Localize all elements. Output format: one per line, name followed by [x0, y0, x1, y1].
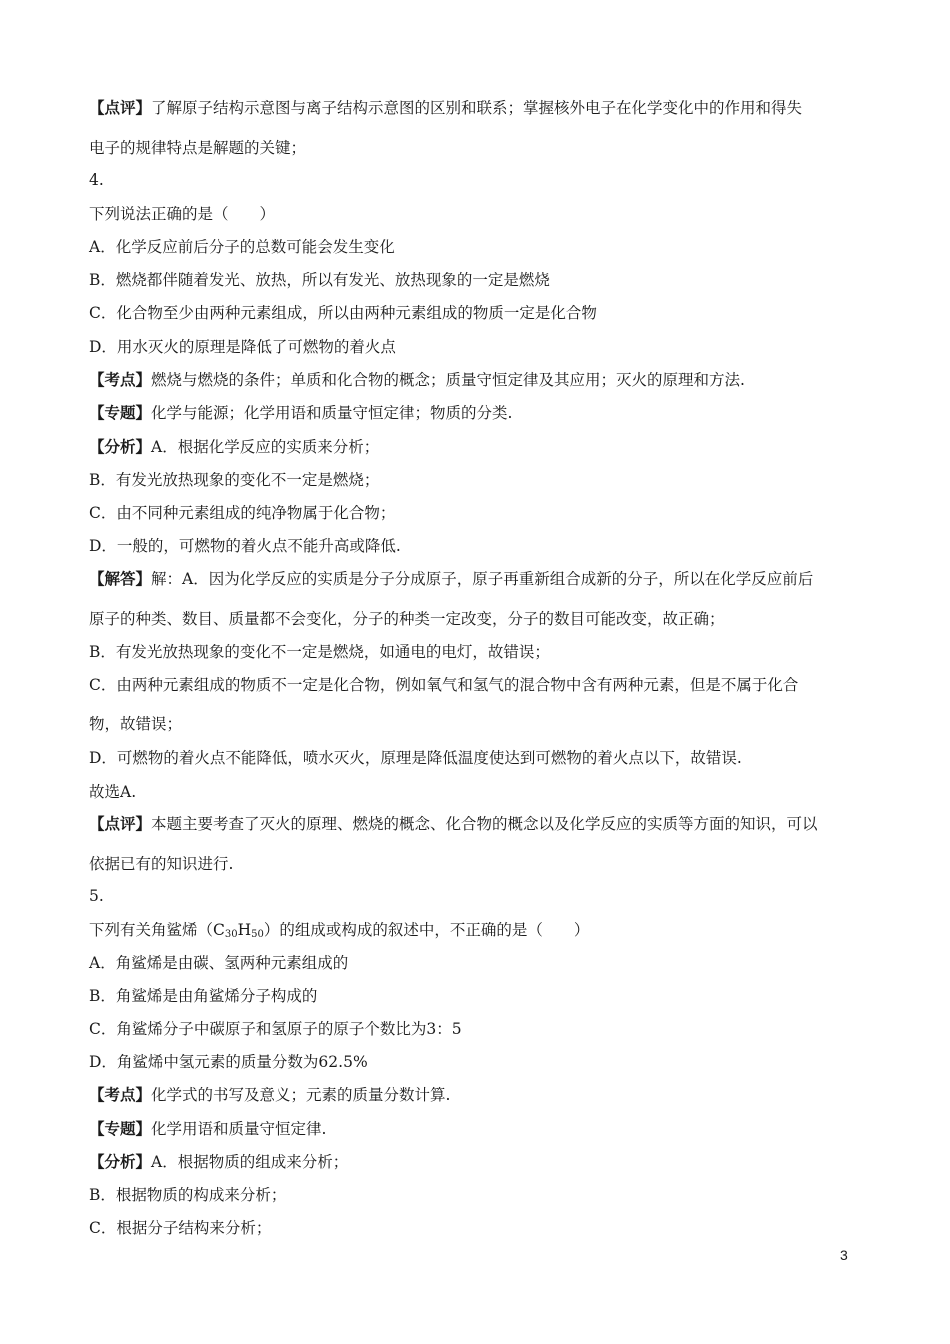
line-text: 化学式的书写及意义；元素的质量分数计算.: [151, 1086, 451, 1104]
text-line: [89, 1052, 879, 1072]
line-text: D．用水灭火的原理是降低了可燃物的着火点: [89, 338, 396, 356]
section-tag: 【点评】: [89, 98, 152, 117]
text-line: [89, 303, 879, 323]
text-line: [89, 609, 879, 629]
text-line: [89, 270, 879, 290]
line-text: C．由不同种元素组成的纯净物属于化合物；: [89, 504, 396, 522]
text-line: [89, 1119, 879, 1139]
text-line: [89, 854, 879, 874]
line-text: A．化学反应前后分子的总数可能会发生变化: [89, 238, 395, 256]
text-line: [89, 1019, 879, 1039]
section-tag: 【点评】: [89, 814, 152, 833]
text-line: [89, 1218, 879, 1238]
line-text: D．一般的，可燃物的着火点不能升高或降低.: [89, 537, 401, 555]
line-text: B．有发光放热现象的变化不一定是燃烧，如通电的电灯，故错误；: [89, 643, 550, 661]
text-line: [89, 403, 879, 423]
text-line: [89, 1185, 879, 1205]
line-text: 5.: [89, 887, 104, 905]
text-line: [89, 503, 879, 523]
text-line: [89, 170, 879, 190]
text-line: [89, 237, 879, 257]
section-tag: 【专题】: [89, 403, 152, 422]
text-line: [89, 370, 879, 390]
line-text: 物，故错误；: [89, 715, 183, 733]
line-text: D．可燃物的着火点不能降低，喷水灭火，原理是降低温度使达到可燃物的着火点以下，故错误.: [89, 749, 742, 767]
text-line: [89, 337, 879, 357]
line-text: C．化合物至少由两种元素组成，所以由两种元素组成的物质一定是化合物: [89, 304, 597, 322]
text-line: [89, 1085, 879, 1105]
section-tag: 【解答】: [89, 569, 152, 588]
text-line: [89, 98, 879, 118]
section-tag: 【分析】: [89, 1152, 152, 1171]
line-text: 故选A.: [89, 783, 137, 801]
text-line: [89, 536, 879, 556]
line-text: 化学用语和质量守恒定律.: [151, 1120, 327, 1138]
line-text: 下列说法正确的是（ ）: [89, 205, 276, 223]
line-text: 本题主要考查了灭火的原理、燃烧的概念、化合物的概念以及化学反应的实质等方面的知识，可以: [151, 815, 818, 833]
text-line: [89, 782, 879, 802]
line-text: D．角鲨烯中氢元素的质量分数为62.5%: [89, 1053, 368, 1071]
text-line: [89, 138, 879, 158]
text-line: [89, 675, 879, 695]
line-text: 电子的规律特点是解题的关键；: [89, 139, 307, 157]
line-text: 依据已有的知识进行.: [89, 855, 234, 873]
line-text: B．有发光放热现象的变化不一定是燃烧；: [89, 471, 380, 489]
section-tag: 【分析】: [89, 437, 152, 456]
text-line: [89, 814, 879, 834]
text-line: [89, 714, 879, 734]
line-text: A．角鲨烯是由碳、氢两种元素组成的: [89, 954, 349, 972]
line-text: C．由两种元素组成的物质不一定是化合物，例如氧气和氢气的混合物中含有两种元素，但是不属于化合: [89, 676, 799, 694]
text-line: [89, 437, 879, 457]
text-line: [89, 569, 879, 589]
line-text: B．角鲨烯是由角鲨烯分子构成的: [89, 987, 318, 1005]
text-line: [89, 470, 879, 490]
line-text: B．燃烧都伴随着发光、放热，所以有发光、放热现象的一定是燃烧: [89, 271, 550, 289]
line-text: 下列有关角鲨烯$(C_{30}H_{50})$的组成或构成的叙述中，不正确的是（ ）: [89, 921, 590, 940]
line-text: 了解原子结构示意图与离子结构示意图的区别和联系；掌握核外电子在化学变化中的作用和得失: [151, 99, 803, 117]
line-text: A．根据化学反应的实质来分析；: [151, 438, 380, 456]
line-text: 化学与能源；化学用语和质量守恒定律；物质的分类.: [151, 404, 513, 422]
section-tag: 【专题】: [89, 1119, 152, 1138]
text-line: [89, 886, 879, 906]
text-line: [89, 204, 879, 224]
line-text: B．根据物质的构成来分析；: [89, 1186, 287, 1204]
line-text: 4.: [89, 171, 104, 189]
text-line: [89, 953, 879, 973]
line-text: 原子的种类、数目、质量都不会变化，分子的种类一定改变，分子的数目可能改变，故正确；: [89, 610, 725, 628]
line-text: C．根据分子结构来分析；: [89, 1219, 272, 1237]
text-line: [89, 642, 879, 662]
line-text: C．角鲨烯分子中碳原子和氢原子的原子个数比为3：5: [89, 1020, 462, 1038]
text-line: [89, 1152, 879, 1172]
section-tag: 【考点】: [89, 1085, 152, 1104]
page-number: 3: [840, 1247, 848, 1263]
line-text: 解：A．因为化学反应的实质是分子分成原子，原子再重新组合成新的分子，所以在化学反应前后: [151, 570, 814, 588]
section-tag: 【考点】: [89, 370, 152, 389]
line-text: 燃烧与燃烧的条件；单质和化合物的概念；质量守恒定律及其应用；灭火的原理和方法.: [151, 371, 745, 389]
text-line: [89, 986, 879, 1006]
text-line: [89, 748, 879, 768]
line-text: A．根据物质的组成来分析；: [151, 1153, 349, 1171]
text-line: [89, 920, 879, 940]
